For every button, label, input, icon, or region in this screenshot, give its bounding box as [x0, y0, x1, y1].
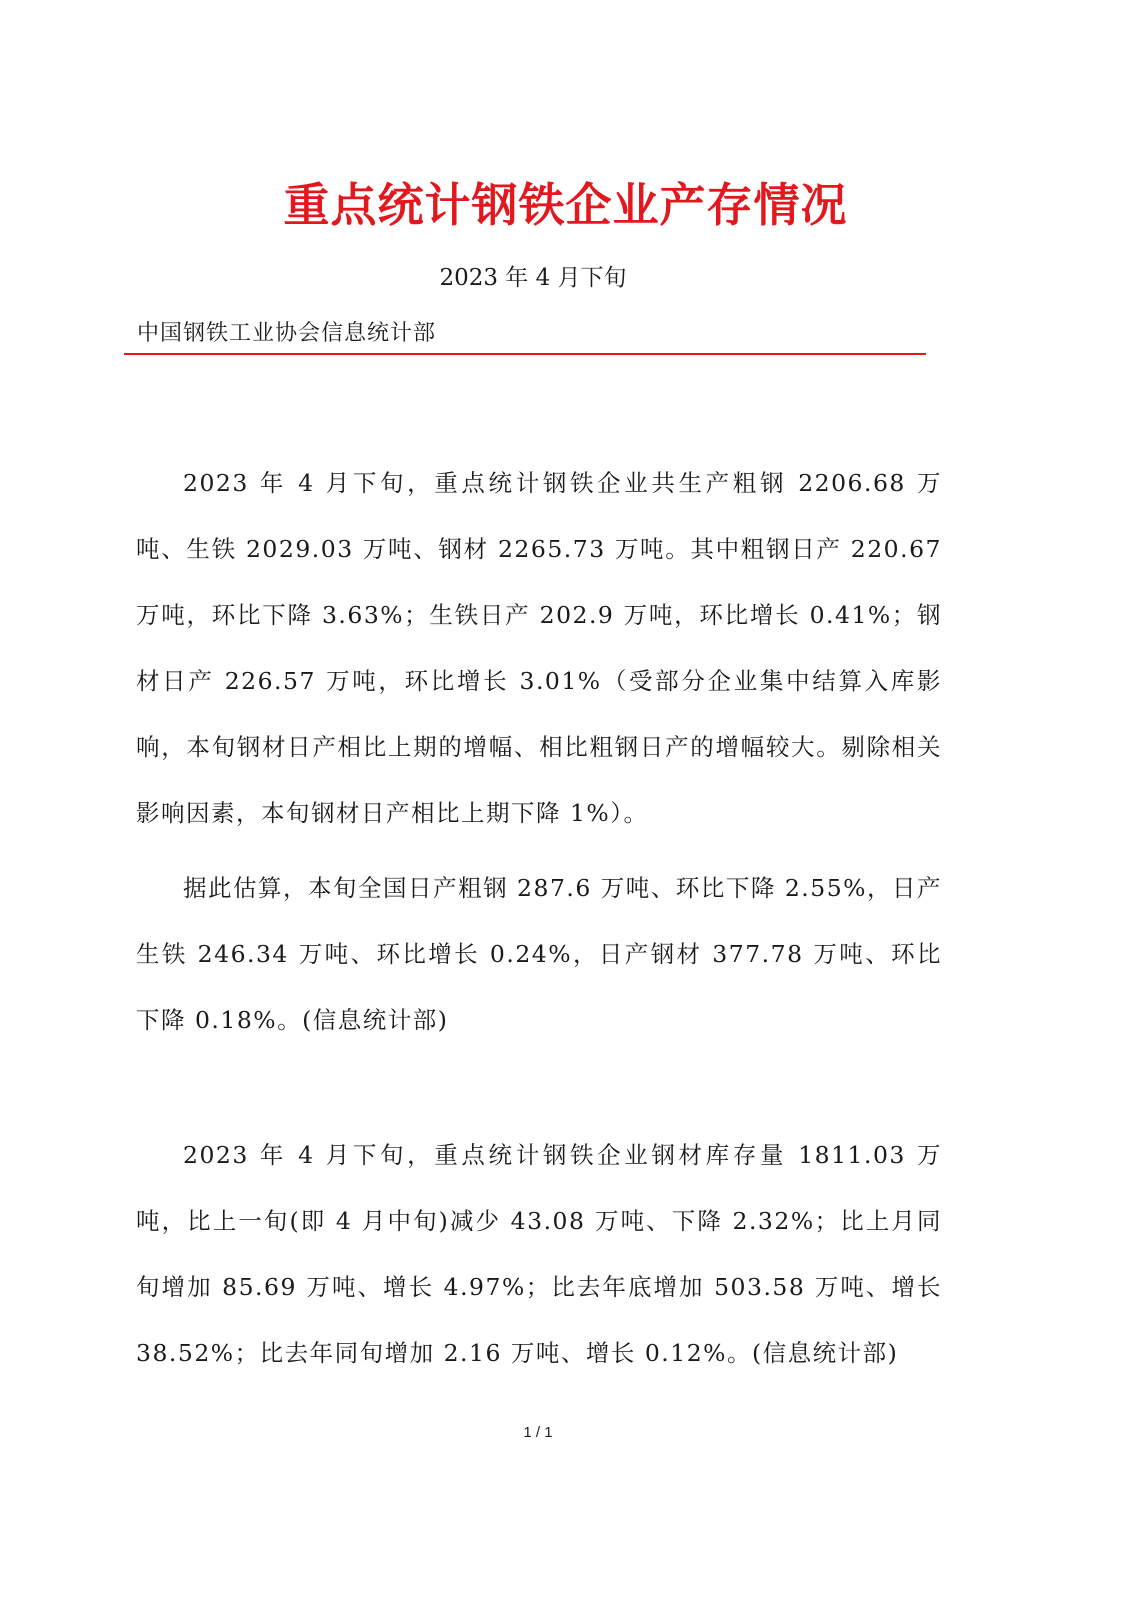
paragraph-inventory: 2023 年 4 月下旬，重点统计钢铁企业钢材库存量 1811.03 万吨，比上一旬(即 4 月中旬)减少 43.08 万吨、下降 2.32%；比上月同旬增加 85.69 万吨、增长 4.97%；比去年底增加 503.58 万吨、增长 38.52%；比去年同旬增加 2.16 万吨、增长 0.12%。(信息统计部) [136, 1141, 942, 1367]
page-number: 1 / 1 [523, 1424, 553, 1441]
paragraph-national-estimate: 据此估算，本旬全国日产粗钢 287.6 万吨、环比下降 2.55%，日产生铁 246.34 万吨、环比增长 0.24%，日产钢材 377.78 万吨、环比下降 0.18%。(信息统计部) [136, 874, 942, 1034]
issuing-organization: 中国钢铁工业协会信息统计部 [137, 321, 437, 346]
document-title: 重点统计钢铁企业产存情况 [283, 178, 848, 232]
document-date: 2023 年 4 月下旬 [439, 265, 627, 291]
header-divider [124, 353, 926, 355]
paragraph-production: 2023 年 4 月下旬，重点统计钢铁企业共生产粗钢 2206.68 万吨、生铁 2029.03 万吨、钢材 2265.73 万吨。其中粗钢日产 220.67 万吨，环比下降 3.63%；生铁日产 202.9 万吨，环比增长 0.41%；钢材日产 226.57 万吨，环比增长 3.01%（受部分企业集中结算入库影响，本旬钢材日产相比上期的增幅、相比粗钢日产的增幅较大。剔除相关影响因素，本旬钢材日产相比上期下降 1%）。 [136, 469, 942, 827]
